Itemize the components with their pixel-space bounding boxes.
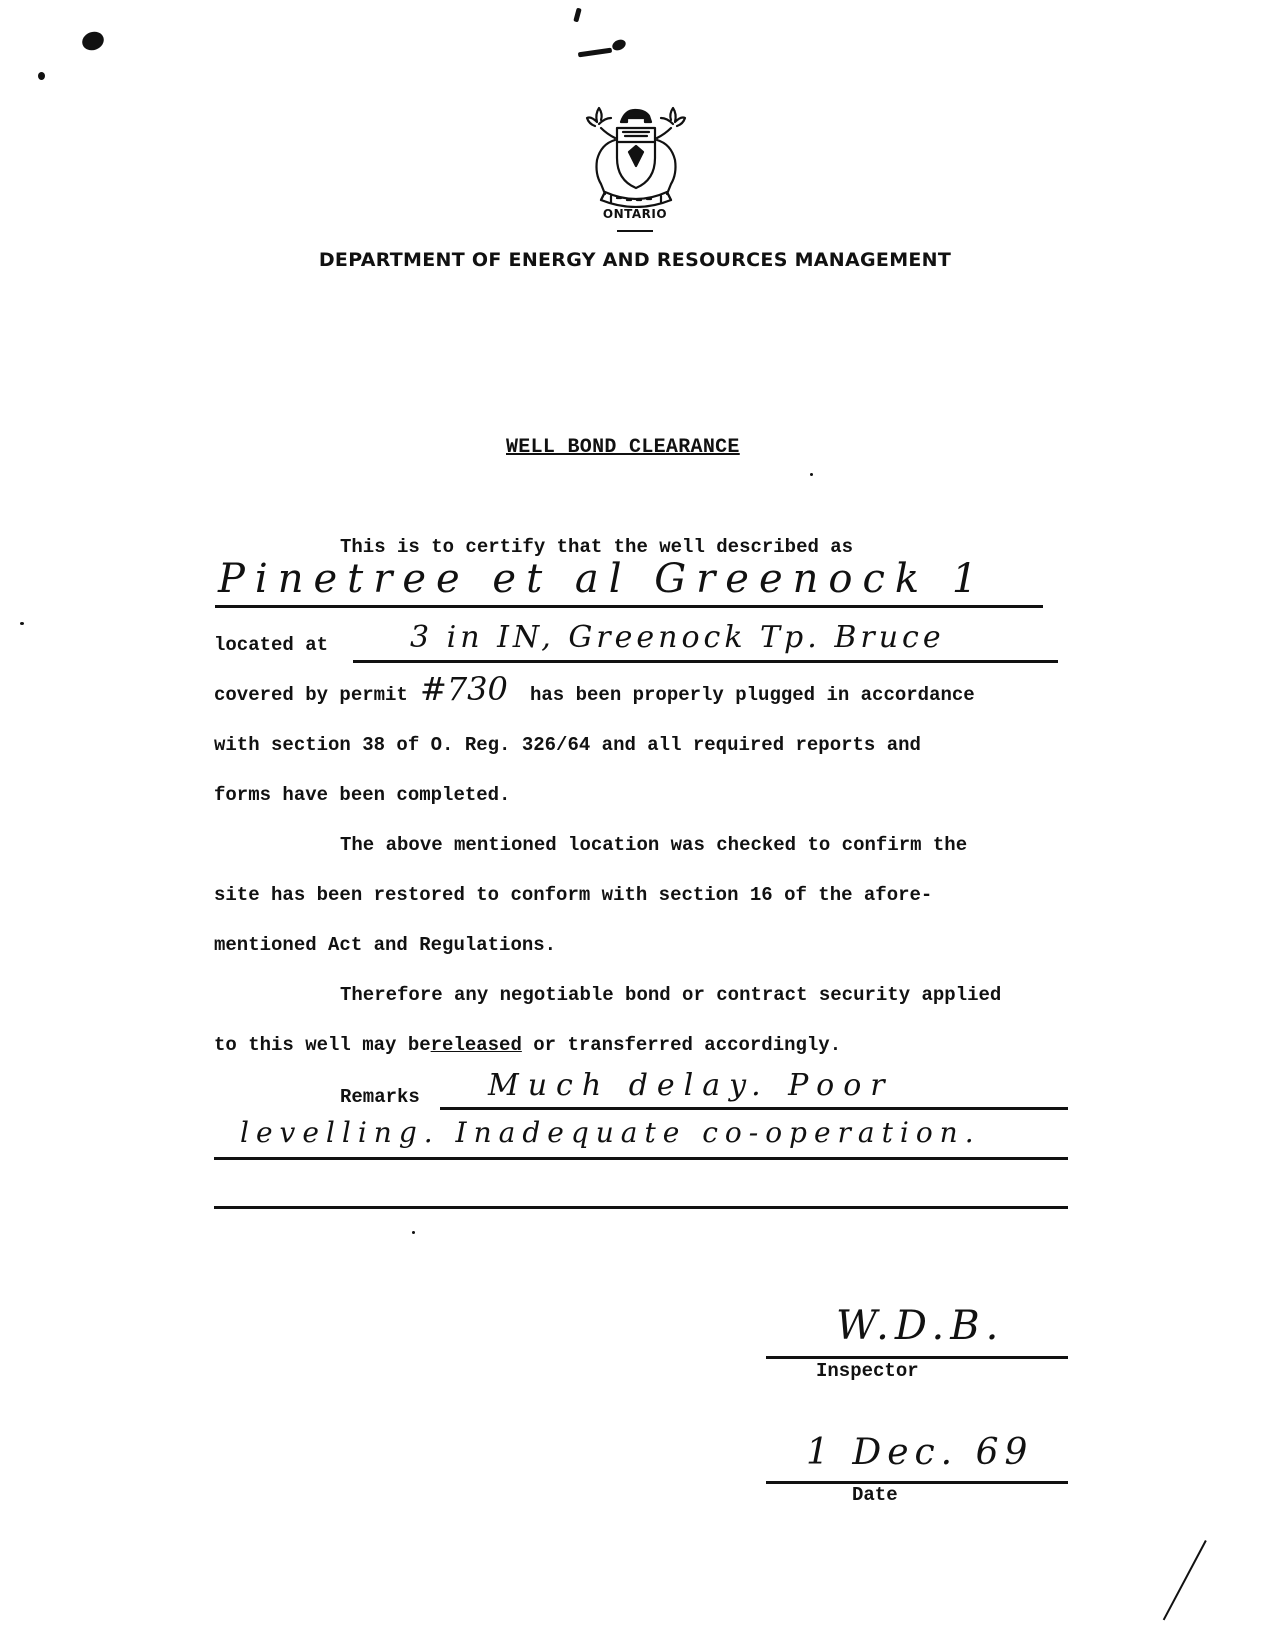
remarks-underline-2 [214, 1157, 1068, 1160]
covered-by-permit-label: covered by permit [214, 684, 408, 706]
inspector-signature-line [766, 1356, 1068, 1359]
paragraph-1-line-2: with section 38 of O. Reg. 326/64 and all required reports and [214, 734, 921, 756]
inspector-label: Inspector [816, 1360, 919, 1382]
remarks-underline-3 [214, 1206, 1068, 1209]
paragraph-3-line-2 [214, 1034, 841, 1056]
well-name-underline [215, 605, 1043, 608]
scan-speck [20, 622, 24, 625]
scan-speck [412, 1231, 415, 1234]
paragraph-3-line-1: Therefore any negotiable bond or contract security applied [340, 984, 1002, 1006]
paragraph-1-line-3: forms have been completed. [214, 784, 511, 806]
date-line [766, 1481, 1068, 1484]
inspector-signature-handwritten: W.D.B. [836, 1303, 1005, 1349]
location-handwritten: 3 in IN, Greenock Tp. Bruce [410, 620, 945, 655]
department-name: DEPARTMENT OF ENERGY AND RESOURCES MANAGEMENT [318, 249, 952, 271]
remarks-line-1-handwritten: Much delay. Poor [488, 1068, 894, 1103]
located-at-label: located at [214, 634, 329, 656]
scan-speck [810, 473, 813, 476]
well-name-handwritten: Pinetree et al Greenock 1 [218, 556, 988, 602]
remarks-label: Remarks [340, 1086, 420, 1108]
date-handwritten: 1 Dec. 69 [806, 1432, 1034, 1473]
paragraph-2-line-1: The above mentioned location was checked to confirm the [340, 834, 968, 856]
province-name: ONTARIO [602, 207, 668, 221]
scan-speck [573, 8, 581, 23]
document-title: WELL BOND CLEARANCE [506, 436, 740, 459]
scan-speck [38, 72, 45, 80]
released-word: released [430, 1034, 522, 1056]
permit-number-handwritten: #730 [420, 670, 508, 708]
covered-by-permit-suffix: has been properly plugged in accordance [530, 684, 975, 706]
scan-speck [80, 29, 107, 53]
remarks-underline-1 [440, 1107, 1068, 1110]
paragraph-2-line-2: site has been restored to conform with section 16 of the afore- [214, 884, 933, 906]
location-underline [353, 660, 1058, 663]
ontario-coat-of-arms-icon [583, 100, 689, 208]
scan-edge-line [1163, 1540, 1207, 1620]
paragraph-2-line-3: mentioned Act and Regulations. [214, 934, 557, 956]
paragraph-3-prefix: to this well may be [214, 1034, 431, 1056]
certify-intro-text: This is to certify that the well described as [340, 536, 854, 558]
scan-speck [578, 48, 612, 58]
date-label: Date [852, 1484, 898, 1506]
remarks-line-2-handwritten: levelling. Inadequate co-operation. [240, 1116, 981, 1149]
paragraph-3-suffix: or transferred accordingly. [533, 1034, 842, 1056]
header-divider [617, 230, 653, 232]
scan-speck [611, 38, 628, 53]
